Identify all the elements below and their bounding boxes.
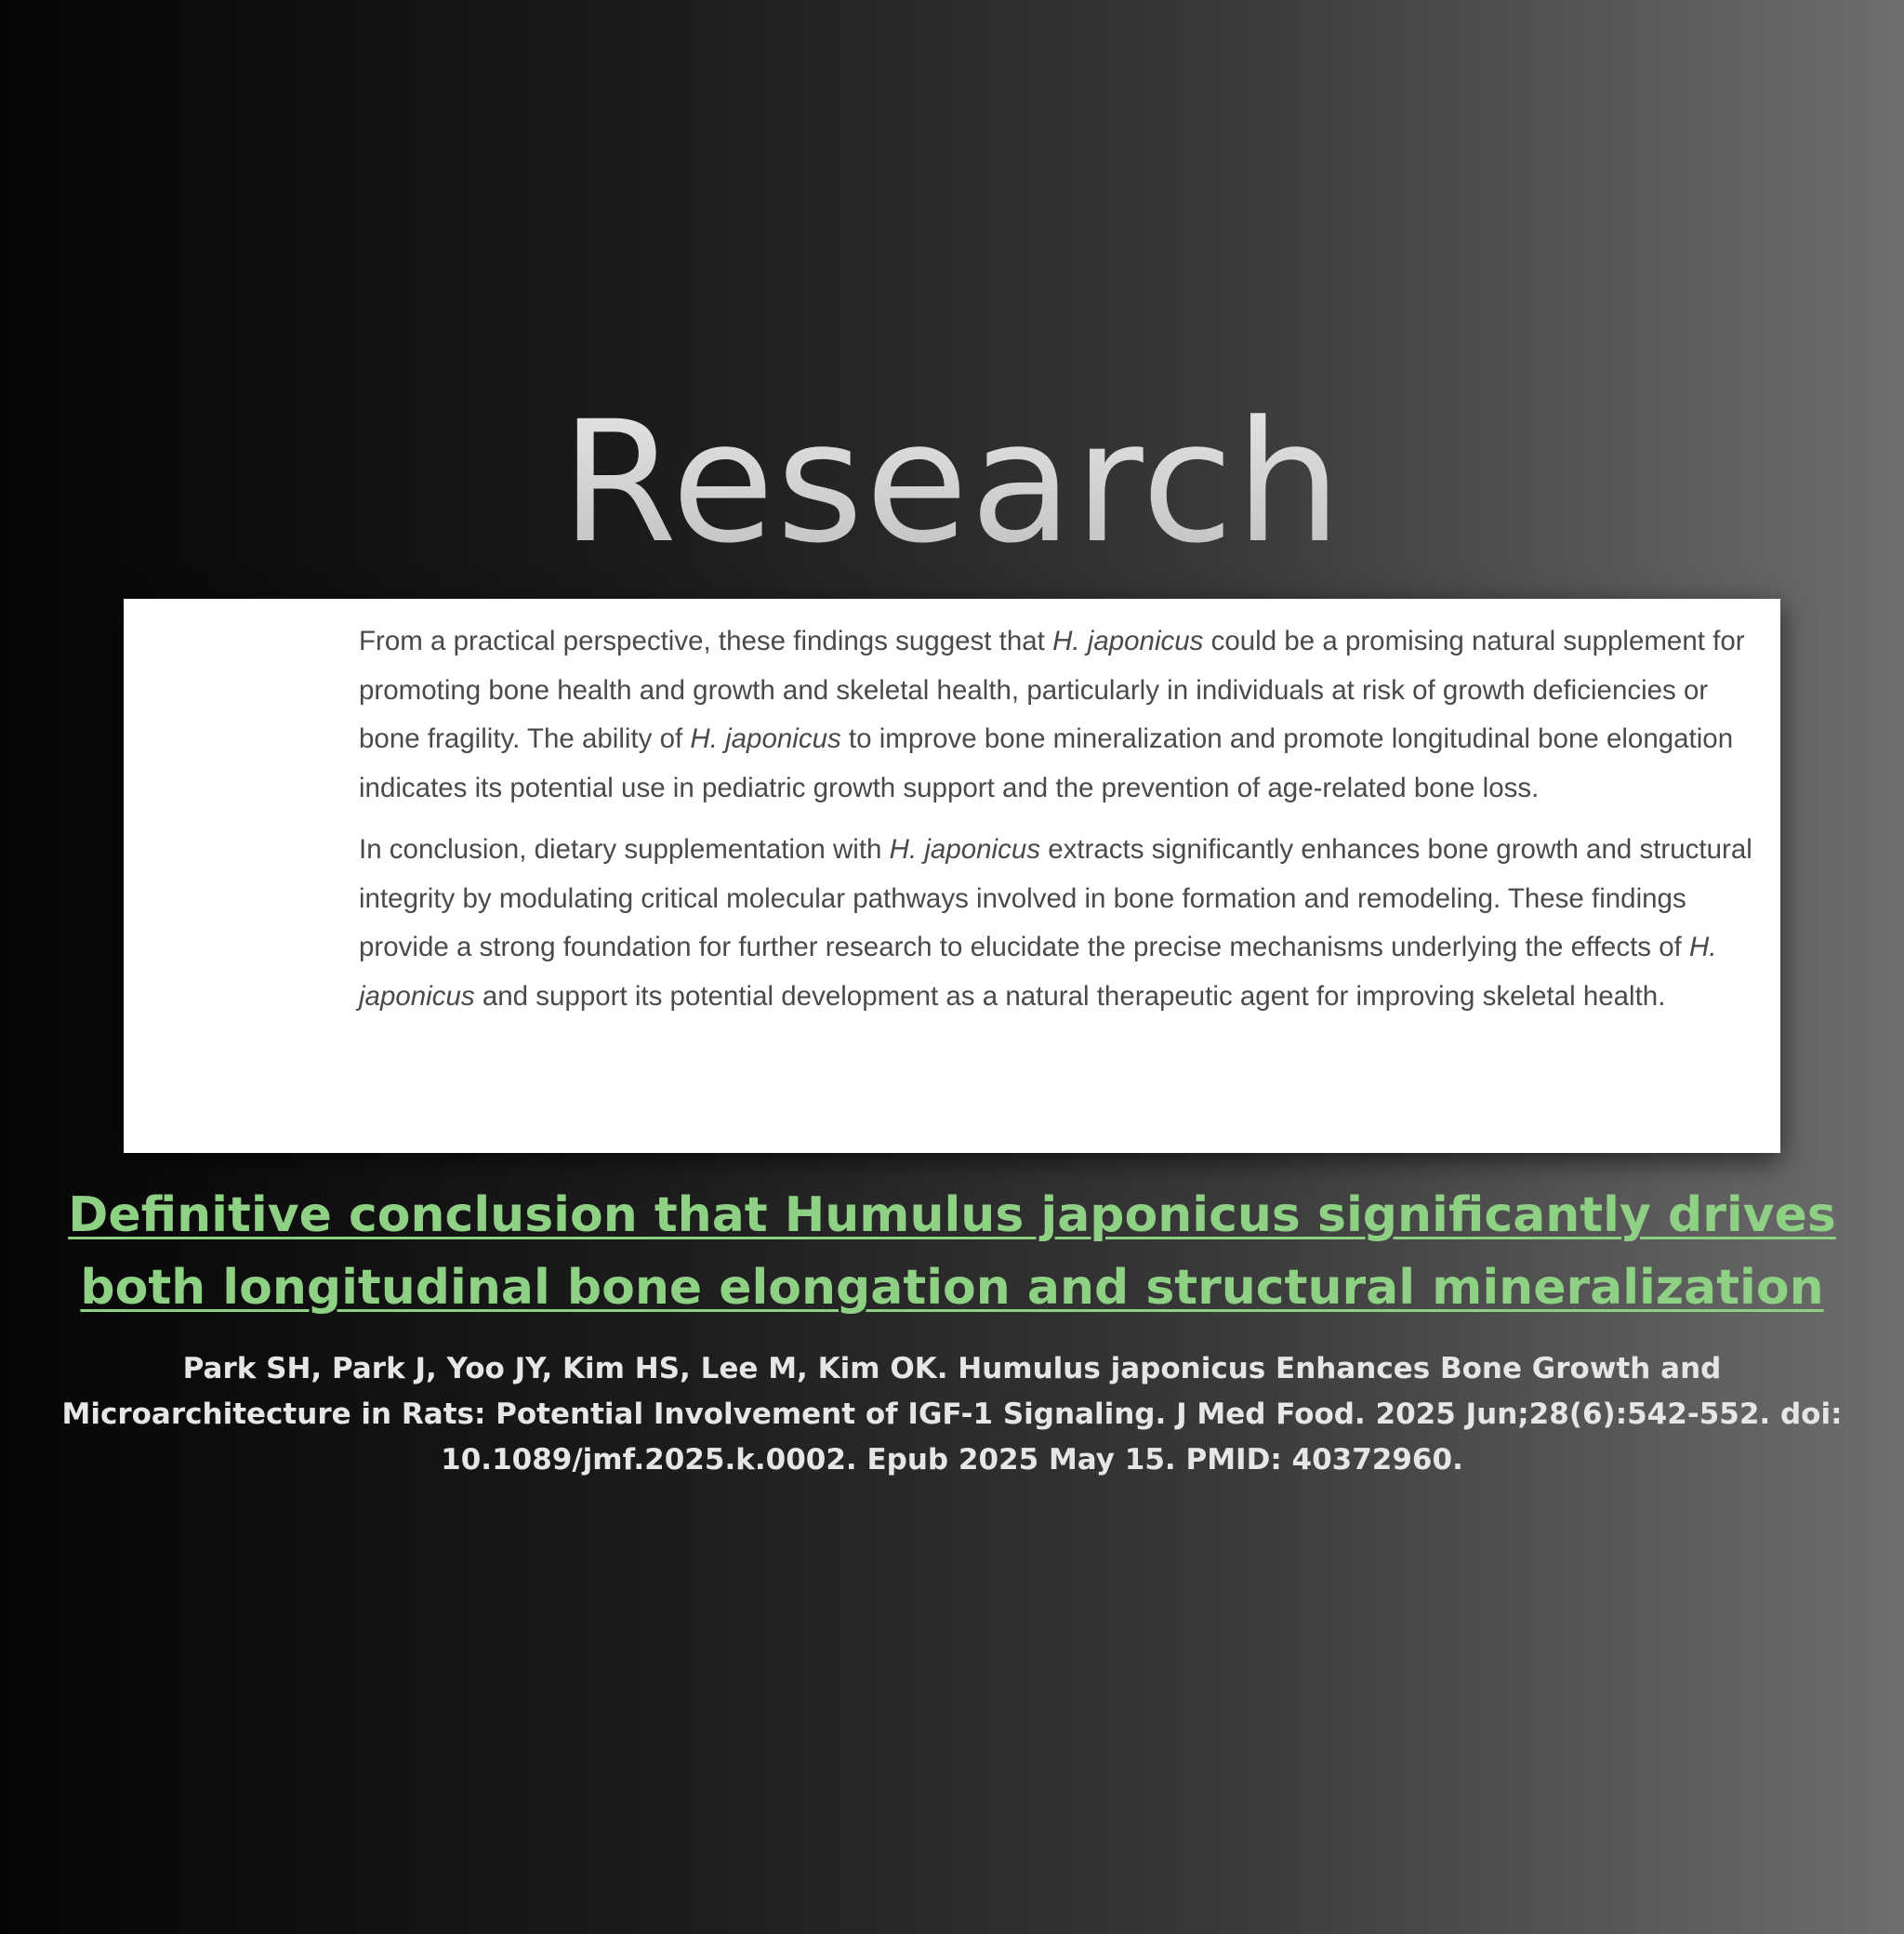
headline-link[interactable]: Definitive conclusion that Humulus japonicus significantly drives both longitudinal bone elongation and structural mineralization [68,1187,1836,1316]
excerpt-text: In conclusion, dietary supplementation with [359,834,890,865]
excerpt-text: extracts significantly enhances bone growth and structural integrity by modulating critical molecular pathways involved in bone formation and remodeling. These findings provide a strong foundation for further research to elucidate the precise mechanisms underlying the effects of [359,834,1752,962]
excerpt-text: could be a promising natural supplement for promoting bone health and growth and skeletal health, particularly in individuals at risk of growth deficiencies or bone fragility. The ability of [359,626,1745,754]
excerpt-text: to improve bone mineralization and promote longitudinal bone elongation indicates its potential use in pediatric growth support and the prevention of age-related bone loss. [359,723,1734,803]
excerpt-text: and support its potential development as a natural therapeutic agent for improving skeletal health. [474,980,1666,1012]
excerpt-text: From a practical perspective, these findings suggest that [359,626,1053,656]
species-name: H. japonicus [1052,626,1204,656]
page-title: Research [0,391,1904,576]
species-name: H. japonicus [690,723,841,754]
excerpt-paragraph-1 [359,617,1752,813]
excerpt-paragraph-2 [359,826,1752,1021]
citation-text: Park SH, Park J, Yoo JY, Kim HS, Lee M, Kim OK. Humulus japonicus Enhances Bone Growth and Microarchitecture in Rats: Potential Involvement of IGF-1 Signaling. J Med Food. 2025 Jun;28(6):542-552. doi: 10.1089/jmf.2025.k.0002. Epub 2025 May 15. PMID: 40372960. [61,1352,1843,1477]
species-name: H. japonicus [359,932,1717,1012]
species-name: H. japonicus [889,834,1040,865]
paper-excerpt-card [124,599,1780,1153]
